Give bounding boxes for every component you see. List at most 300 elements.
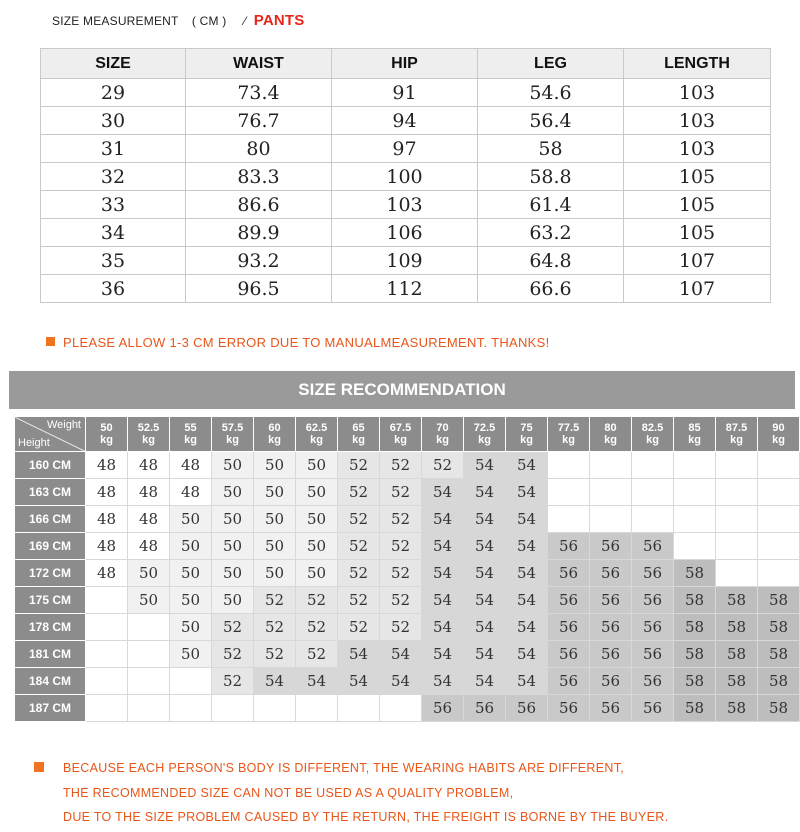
table-cell: 29 — [41, 79, 186, 107]
weight-unit: kg — [646, 434, 659, 446]
table-cell: 105 — [624, 191, 771, 219]
size-cell — [632, 479, 674, 506]
size-cell: 54 — [380, 668, 422, 695]
size-cell: 54 — [464, 533, 506, 560]
size-cell: 58 — [674, 641, 716, 668]
height-label: 178 CM — [15, 614, 86, 641]
weight-unit: kg — [394, 434, 407, 446]
size-cell: 48 — [128, 452, 170, 479]
size-cell — [674, 506, 716, 533]
size-cell: 52 — [338, 533, 380, 560]
size-cell: 54 — [338, 668, 380, 695]
weight-value: 80 — [604, 422, 617, 434]
size-cell — [86, 614, 128, 641]
height-label: 187 CM — [15, 695, 86, 722]
size-cell: 58 — [758, 614, 800, 641]
size-cell: 48 — [170, 479, 212, 506]
table-row — [41, 163, 771, 191]
table-cell: 64.8 — [478, 247, 624, 275]
table-cell: 30 — [41, 107, 186, 135]
table-cell: 112 — [332, 275, 478, 303]
size-cell: 48 — [86, 506, 128, 533]
size-cell: 50 — [254, 533, 296, 560]
table-cell: 105 — [624, 219, 771, 247]
table-cell: 56.4 — [478, 107, 624, 135]
table-cell: 31 — [41, 135, 186, 163]
measurement-note — [46, 335, 550, 350]
size-cell: 58 — [758, 587, 800, 614]
weight-header — [590, 417, 632, 452]
weight-value: 72.5 — [473, 422, 496, 434]
size-cell: 52 — [296, 641, 338, 668]
size-cell: 58 — [716, 668, 758, 695]
size-cell: 52 — [380, 479, 422, 506]
size-cell — [758, 533, 800, 560]
weight-unit: kg — [436, 434, 449, 446]
size-cell: 54 — [338, 641, 380, 668]
size-cell: 54 — [464, 560, 506, 587]
height-row — [15, 668, 800, 695]
table-cell: 32 — [41, 163, 186, 191]
height-row — [15, 641, 800, 668]
size-cell: 54 — [464, 668, 506, 695]
size-cell: 52 — [254, 587, 296, 614]
table-cell: 58.8 — [478, 163, 624, 191]
size-cell: 54 — [506, 533, 548, 560]
size-cell — [296, 695, 338, 722]
table-row — [41, 135, 771, 163]
size-cell — [128, 614, 170, 641]
disclaimer-line: BECAUSE EACH PERSON'S BODY IS DIFFERENT, THE WEARING HABITS ARE DIFFERENT, — [34, 756, 668, 781]
table-cell: 106 — [332, 219, 478, 247]
size-cell: 52 — [380, 533, 422, 560]
size-cell: 52 — [296, 587, 338, 614]
size-cell: 54 — [506, 560, 548, 587]
size-cell: 52 — [380, 587, 422, 614]
size-cell: 56 — [548, 668, 590, 695]
weight-unit: kg — [604, 434, 617, 446]
size-cell — [716, 560, 758, 587]
size-cell: 56 — [506, 695, 548, 722]
size-cell: 54 — [464, 452, 506, 479]
table-row — [41, 79, 771, 107]
table-cell: 109 — [332, 247, 478, 275]
size-cell: 56 — [632, 668, 674, 695]
size-cell — [590, 506, 632, 533]
col-leg: LEG — [478, 49, 624, 79]
size-cell: 54 — [422, 641, 464, 668]
size-cell — [758, 560, 800, 587]
size-cell: 56 — [590, 695, 632, 722]
height-row — [15, 587, 800, 614]
table-cell: 96.5 — [186, 275, 332, 303]
height-label: 181 CM — [15, 641, 86, 668]
height-label: 172 CM — [15, 560, 86, 587]
table-cell: 58 — [478, 135, 624, 163]
height-row — [15, 479, 800, 506]
size-cell: 50 — [254, 560, 296, 587]
size-cell: 54 — [506, 479, 548, 506]
weight-unit: kg — [352, 434, 365, 446]
table-cell: 94 — [332, 107, 478, 135]
size-cell: 52 — [380, 560, 422, 587]
measurement-header-row — [41, 49, 771, 79]
size-cell: 58 — [674, 614, 716, 641]
table-cell: 66.6 — [478, 275, 624, 303]
weight-header — [632, 417, 674, 452]
size-cell — [674, 533, 716, 560]
size-cell: 48 — [128, 533, 170, 560]
size-cell: 52 — [212, 614, 254, 641]
size-cell: 54 — [464, 506, 506, 533]
size-cell: 58 — [716, 641, 758, 668]
weight-unit: kg — [562, 434, 575, 446]
size-cell: 50 — [170, 533, 212, 560]
size-cell: 48 — [86, 452, 128, 479]
table-cell: 97 — [332, 135, 478, 163]
size-cell: 50 — [212, 587, 254, 614]
weight-header — [464, 417, 506, 452]
size-cell — [170, 668, 212, 695]
size-cell: 52 — [212, 641, 254, 668]
size-cell — [86, 587, 128, 614]
size-cell: 54 — [422, 587, 464, 614]
size-cell: 58 — [674, 587, 716, 614]
size-cell: 54 — [506, 668, 548, 695]
size-cell: 58 — [758, 695, 800, 722]
size-cell: 56 — [590, 533, 632, 560]
weight-unit: kg — [100, 434, 113, 446]
size-cell: 50 — [254, 506, 296, 533]
size-cell — [632, 452, 674, 479]
size-cell: 58 — [716, 614, 758, 641]
size-cell: 54 — [422, 560, 464, 587]
table-cell: 33 — [41, 191, 186, 219]
size-cell: 56 — [590, 614, 632, 641]
size-cell: 50 — [170, 614, 212, 641]
size-cell: 54 — [506, 641, 548, 668]
corner-height-label: Height — [18, 437, 50, 449]
size-cell: 48 — [86, 479, 128, 506]
bullet-square-icon — [34, 762, 44, 772]
size-cell — [380, 695, 422, 722]
size-cell: 56 — [590, 641, 632, 668]
size-cell — [254, 695, 296, 722]
corner-cell — [15, 417, 86, 452]
size-cell: 50 — [212, 560, 254, 587]
size-cell: 54 — [506, 506, 548, 533]
weight-unit: kg — [184, 434, 197, 446]
size-cell — [86, 641, 128, 668]
size-cell: 56 — [548, 614, 590, 641]
size-cell: 56 — [422, 695, 464, 722]
weight-header — [422, 417, 464, 452]
table-row — [41, 191, 771, 219]
weight-header — [212, 417, 254, 452]
table-cell: 76.7 — [186, 107, 332, 135]
size-cell: 58 — [674, 560, 716, 587]
height-label: 175 CM — [15, 587, 86, 614]
weight-value: 62.5 — [305, 422, 328, 434]
size-cell — [590, 479, 632, 506]
weight-value: 77.5 — [557, 422, 580, 434]
size-cell: 50 — [212, 506, 254, 533]
weight-unit: kg — [730, 434, 743, 446]
weight-value: 65 — [352, 422, 365, 434]
col-size: SIZE — [41, 49, 186, 79]
size-cell — [338, 695, 380, 722]
size-cell: 48 — [86, 560, 128, 587]
size-cell — [716, 533, 758, 560]
size-cell: 54 — [380, 641, 422, 668]
weight-header — [380, 417, 422, 452]
height-row — [15, 506, 800, 533]
size-cell: 56 — [632, 614, 674, 641]
table-cell: 105 — [624, 163, 771, 191]
size-cell: 56 — [632, 587, 674, 614]
table-cell: 54.6 — [478, 79, 624, 107]
table-cell: 36 — [41, 275, 186, 303]
size-cell — [86, 695, 128, 722]
size-cell: 48 — [128, 479, 170, 506]
size-cell: 56 — [548, 560, 590, 587]
weight-unit: kg — [772, 434, 785, 446]
size-cell: 54 — [422, 614, 464, 641]
size-cell — [674, 452, 716, 479]
size-cell: 54 — [422, 479, 464, 506]
height-label: 166 CM — [15, 506, 86, 533]
measurement-table — [40, 48, 771, 303]
size-cell: 50 — [254, 452, 296, 479]
size-cell: 54 — [422, 668, 464, 695]
height-row — [15, 614, 800, 641]
size-cell: 56 — [590, 668, 632, 695]
table-cell: 83.3 — [186, 163, 332, 191]
size-cell: 50 — [212, 452, 254, 479]
table-row — [41, 247, 771, 275]
size-cell: 56 — [548, 533, 590, 560]
weight-unit: kg — [310, 434, 323, 446]
size-cell: 50 — [296, 560, 338, 587]
size-cell: 50 — [212, 533, 254, 560]
table-cell: 107 — [624, 247, 771, 275]
size-cell: 50 — [254, 479, 296, 506]
weight-value: 70 — [436, 422, 449, 434]
weight-value: 60 — [268, 422, 281, 434]
weight-value: 85 — [688, 422, 701, 434]
weight-value: 75 — [520, 422, 533, 434]
size-cell: 54 — [464, 614, 506, 641]
table-row — [41, 107, 771, 135]
recommendation-table — [14, 416, 800, 722]
size-measurement-header — [52, 12, 304, 29]
height-label: 160 CM — [15, 452, 86, 479]
weight-value: 52.5 — [137, 422, 160, 434]
size-cell — [674, 479, 716, 506]
size-cell: 54 — [464, 587, 506, 614]
size-cell: 54 — [506, 587, 548, 614]
weight-header — [86, 417, 128, 452]
weight-header-row — [15, 417, 800, 452]
size-cell: 50 — [296, 452, 338, 479]
weight-unit: kg — [268, 434, 281, 446]
weight-header — [674, 417, 716, 452]
height-row — [15, 695, 800, 722]
table-cell: 103 — [332, 191, 478, 219]
weight-value: 50 — [100, 422, 113, 434]
size-cell — [632, 506, 674, 533]
table-cell: 89.9 — [186, 219, 332, 247]
table-cell: 103 — [624, 107, 771, 135]
weight-header — [128, 417, 170, 452]
size-cell: 54 — [422, 506, 464, 533]
size-cell: 52 — [338, 479, 380, 506]
size-cell — [716, 506, 758, 533]
size-cell: 50 — [170, 560, 212, 587]
disclaimer-line: THE RECOMMENDED SIZE CAN NOT BE USED AS A QUALITY PROBLEM, — [63, 785, 514, 800]
size-cell: 58 — [758, 668, 800, 695]
size-cell: 58 — [716, 587, 758, 614]
table-cell: 93.2 — [186, 247, 332, 275]
height-label: 184 CM — [15, 668, 86, 695]
recommendation-title: SIZE RECOMMENDATION — [9, 371, 795, 409]
size-cell — [758, 479, 800, 506]
weight-header — [506, 417, 548, 452]
weight-header — [716, 417, 758, 452]
size-cell — [590, 452, 632, 479]
table-row — [41, 275, 771, 303]
size-cell: 54 — [464, 479, 506, 506]
size-cell: 52 — [338, 560, 380, 587]
size-cell: 56 — [590, 587, 632, 614]
size-cell: 52 — [254, 614, 296, 641]
weight-unit: kg — [688, 434, 701, 446]
table-cell: 63.2 — [478, 219, 624, 247]
weight-header — [296, 417, 338, 452]
weight-value: 82.5 — [641, 422, 664, 434]
weight-value: 87.5 — [725, 422, 748, 434]
height-label: 163 CM — [15, 479, 86, 506]
size-cell: 52 — [380, 506, 422, 533]
size-cell — [128, 695, 170, 722]
size-cell: 50 — [296, 479, 338, 506]
size-cell: 48 — [86, 533, 128, 560]
weight-header — [758, 417, 800, 452]
size-cell — [548, 452, 590, 479]
size-cell: 50 — [212, 479, 254, 506]
size-cell — [758, 452, 800, 479]
size-cell: 56 — [632, 533, 674, 560]
size-cell: 52 — [380, 452, 422, 479]
weight-value: 57.5 — [221, 422, 244, 434]
weight-header — [548, 417, 590, 452]
header-unit: ( CM ) — [191, 14, 227, 28]
header-label: SIZE MEASUREMENT — [52, 14, 179, 28]
note-text: PLEASE ALLOW 1-3 CM ERROR DUE TO MANUALMEASUREMENT. THANKS! — [63, 335, 550, 350]
size-cell — [548, 479, 590, 506]
weight-unit: kg — [142, 434, 155, 446]
size-cell: 50 — [170, 641, 212, 668]
size-cell: 52 — [296, 614, 338, 641]
size-cell — [212, 695, 254, 722]
weight-value: 90 — [772, 422, 785, 434]
size-cell: 56 — [590, 560, 632, 587]
weight-header — [338, 417, 380, 452]
size-cell: 50 — [296, 506, 338, 533]
weight-unit: kg — [478, 434, 491, 446]
size-cell: 54 — [506, 614, 548, 641]
corner-weight-label: Weight — [46, 419, 81, 431]
weight-header — [254, 417, 296, 452]
weight-value: 55 — [184, 422, 197, 434]
table-cell: 34 — [41, 219, 186, 247]
table-cell: 80 — [186, 135, 332, 163]
col-waist: WAIST — [186, 49, 332, 79]
weight-unit: kg — [520, 434, 533, 446]
size-cell: 56 — [632, 560, 674, 587]
table-cell: 100 — [332, 163, 478, 191]
size-cell: 50 — [170, 587, 212, 614]
bullet-square-icon — [46, 337, 55, 346]
weight-unit: kg — [226, 434, 239, 446]
size-cell — [86, 668, 128, 695]
table-cell: 61.4 — [478, 191, 624, 219]
size-cell — [758, 506, 800, 533]
size-cell: 58 — [758, 641, 800, 668]
size-cell — [716, 479, 758, 506]
table-cell: 91 — [332, 79, 478, 107]
header-slash: ⁄ — [243, 14, 247, 28]
size-cell: 50 — [170, 506, 212, 533]
height-row — [15, 560, 800, 587]
table-cell: 103 — [624, 135, 771, 163]
size-cell: 56 — [464, 695, 506, 722]
disclaimer-line: DUE TO THE SIZE PROBLEM CAUSED BY THE RETURN, THE FREIGHT IS BORNE BY THE BUYER. — [63, 810, 669, 824]
size-cell: 54 — [506, 452, 548, 479]
height-row — [15, 533, 800, 560]
size-cell: 52 — [338, 506, 380, 533]
size-cell: 54 — [254, 668, 296, 695]
size-cell: 52 — [212, 668, 254, 695]
disclaimer — [34, 756, 668, 830]
size-cell: 52 — [254, 641, 296, 668]
col-length: LENGTH — [624, 49, 771, 79]
height-row — [15, 452, 800, 479]
header-category: PANTS — [253, 12, 305, 29]
table-cell: 35 — [41, 247, 186, 275]
size-cell: 58 — [716, 695, 758, 722]
size-cell: 48 — [128, 506, 170, 533]
weight-value: 67.5 — [389, 422, 412, 434]
size-cell: 56 — [548, 641, 590, 668]
size-cell — [128, 668, 170, 695]
size-cell — [716, 452, 758, 479]
size-cell: 50 — [128, 560, 170, 587]
size-cell: 50 — [128, 587, 170, 614]
table-cell: 103 — [624, 79, 771, 107]
size-cell: 54 — [422, 533, 464, 560]
col-hip: HIP — [332, 49, 478, 79]
size-cell: 48 — [170, 452, 212, 479]
size-cell: 58 — [674, 695, 716, 722]
table-cell: 107 — [624, 275, 771, 303]
size-cell: 52 — [380, 614, 422, 641]
size-cell: 56 — [632, 641, 674, 668]
table-row — [41, 219, 771, 247]
height-label: 169 CM — [15, 533, 86, 560]
weight-header — [170, 417, 212, 452]
size-cell: 54 — [464, 641, 506, 668]
